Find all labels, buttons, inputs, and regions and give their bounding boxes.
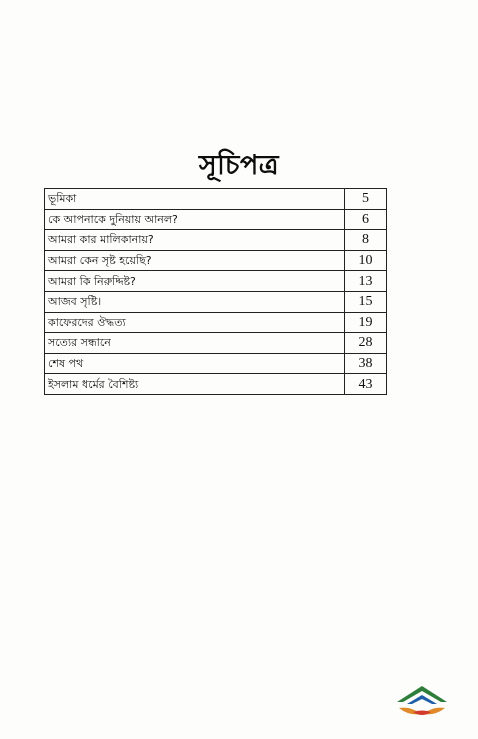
table-row: [45, 291, 387, 312]
table-row: [45, 189, 387, 210]
toc-entry-title: কে আপনাকে দুনিয়ায় আনল?: [45, 209, 345, 230]
table-row: [45, 312, 387, 333]
toc-entry-page: 5: [345, 189, 387, 210]
toc-entry-page: 38: [345, 353, 387, 374]
table-row: [45, 250, 387, 271]
toc-entry-title: আজব সৃষ্টি।: [45, 291, 345, 312]
logo-green-chevron: [397, 686, 447, 702]
toc-entry-page: 19: [345, 312, 387, 333]
table-row: [45, 374, 387, 395]
toc-entry-page: 13: [345, 271, 387, 292]
toc-entry-title: শেষ পথ: [45, 353, 345, 374]
toc-entry-page: 6: [345, 209, 387, 230]
table-row: [45, 230, 387, 251]
toc-entry-page: 43: [345, 374, 387, 395]
toc-entry-title: কাফেরদের ঔদ্ধত্য: [45, 312, 345, 333]
table-row: [45, 333, 387, 354]
toc-entry-page: 10: [345, 250, 387, 271]
toc-entry-page: 15: [345, 291, 387, 312]
toc-entry-title: আমরা কার মালিকানায়?: [45, 230, 345, 251]
table-row: [45, 209, 387, 230]
toc-entry-title: ইসলাম ধর্মের বৈশিষ্ট্য: [45, 374, 345, 395]
table-row: [45, 353, 387, 374]
toc-entry-page: 28: [345, 333, 387, 354]
toc-entry-page: 8: [345, 230, 387, 251]
publisher-logo-icon: [393, 682, 451, 720]
toc-entry-title: ভূমিকা: [45, 189, 345, 210]
toc-entry-title: আমরা কেন সৃষ্ট হয়েছি?: [45, 250, 345, 271]
toc-entry-title: আমরা কি নিরুদ্দিষ্ট?: [45, 271, 345, 292]
table-of-contents: [44, 188, 387, 395]
page-title: সূচিপত্র: [198, 150, 280, 181]
table-row: [45, 271, 387, 292]
toc-entry-title: সত্যের সন্ধানে: [45, 333, 345, 354]
